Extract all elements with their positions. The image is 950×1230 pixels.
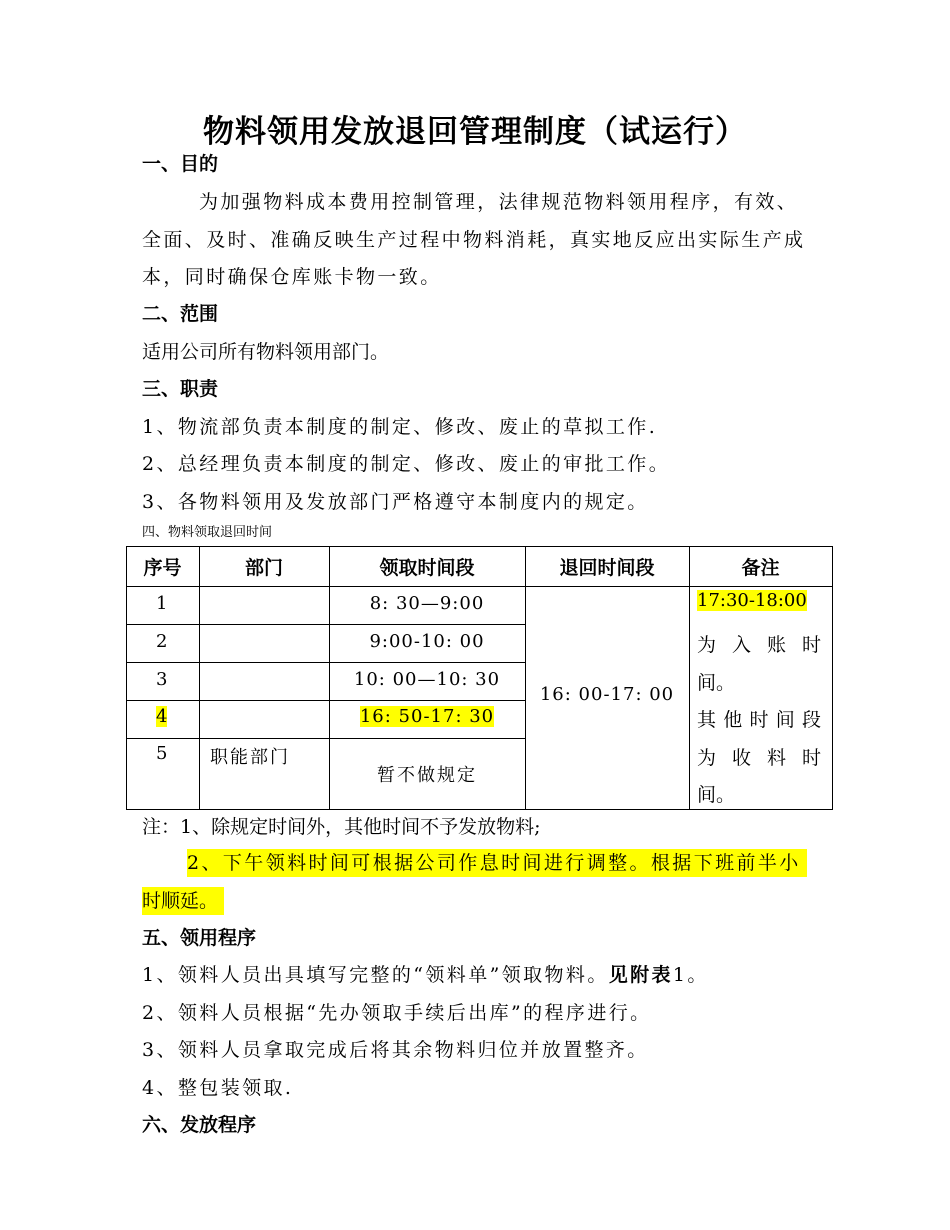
remark-text — [697, 627, 823, 815]
purpose-paragraph-line-3: 本，同时确保仓库账卡物一致。 — [142, 266, 442, 288]
purpose-paragraph-line-2: 全面、及时、准确反映生产过程中物料消耗，真实地反应出实际生产成 — [142, 229, 806, 251]
table-cell-pickup-time: 8: 30—9:00 — [369, 593, 485, 614]
procedure-item: 2、领料人员根据“先办领取手续后出库”的程序进行。 — [142, 1002, 652, 1024]
table-cell-dept: 职能部门 — [210, 747, 290, 768]
table-cell-no: 5 — [156, 743, 168, 764]
table-note-1: 注：1、除规定时间外，其他时间不予发放物料; — [142, 816, 541, 838]
section-heading-time: 四、物料领取退回时间 — [142, 525, 273, 540]
duty-item: 1、物流部负责本制度的制定、修改、废止的草拟工作. — [142, 416, 658, 438]
duty-item: 3、各物料领用及发放部门严格遵守本制度内的规定。 — [142, 491, 649, 513]
table-cell-no: 4 — [156, 706, 168, 727]
scope-text: 适用公司所有物料领用部门。 — [142, 341, 390, 363]
remark-line: 间。 — [697, 784, 736, 806]
table-note-2-line-1: 2、下午领料时间可根据公司作息时间进行调整。根据下班前半小 — [187, 849, 807, 877]
table-cell-pickup-time: 16: 50-17: 30 — [359, 706, 495, 727]
table-cell-no: 1 — [156, 593, 168, 614]
section-heading-scope: 二、范围 — [142, 303, 219, 325]
table-header-remark: 备注 — [741, 557, 780, 579]
procedure-item: 4、整包装领取. — [142, 1077, 294, 1099]
duty-item: 2、总经理负责本制度的制定、修改、废止的审批工作。 — [142, 453, 671, 475]
procedure-item: 3、领料人员拿取完成后将其余物料归位并放置整齐。 — [142, 1039, 649, 1061]
remark-highlight-time: 17:30-18:00 — [697, 590, 807, 611]
table-header-return-time: 退回时间段 — [559, 557, 655, 579]
table-header-no: 序号 — [143, 557, 182, 579]
table-cell-no: 2 — [156, 631, 168, 652]
remark-line: 为 收 料 时 — [697, 746, 821, 769]
table-header-pickup-time: 领取时间段 — [379, 557, 475, 579]
table-header-dept: 部门 — [244, 557, 283, 579]
table-cell-no: 3 — [156, 669, 168, 690]
section-heading-procedure: 五、领用程序 — [142, 927, 257, 949]
remark-line: 间。 — [697, 671, 736, 694]
document-title: 物料领用发放退回管理制度（试运行） — [203, 114, 747, 150]
table-cell-pickup-time: 10: 00—10: 30 — [353, 669, 501, 690]
time-table — [126, 546, 833, 810]
purpose-paragraph-line-1: 为加强物料成本费用控制管理，法律规范物料领用程序，有效、 — [199, 191, 799, 213]
remark-line: 为 入 账 时 — [697, 634, 821, 656]
table-cell-pickup-time: 9:00-10: 00 — [369, 631, 485, 652]
table-cell-return-time: 16: 00-17: 00 — [539, 684, 675, 705]
procedure-item: 1、领料人员出具填写完整的“领料单”领取物料。见附表1。 — [142, 964, 709, 986]
appendix-reference: 见附表 — [608, 964, 673, 986]
section-heading-issuing: 六、发放程序 — [142, 1114, 257, 1136]
table-cell-pickup-time: 暂不做规定 — [377, 765, 477, 786]
table-note-2-line-2: 时顺延。 — [142, 887, 224, 915]
section-heading-duties: 三、职责 — [142, 378, 219, 400]
remark-line: 其 他 时 间 段 — [697, 709, 821, 731]
section-heading-purpose: 一、目的 — [142, 153, 219, 175]
